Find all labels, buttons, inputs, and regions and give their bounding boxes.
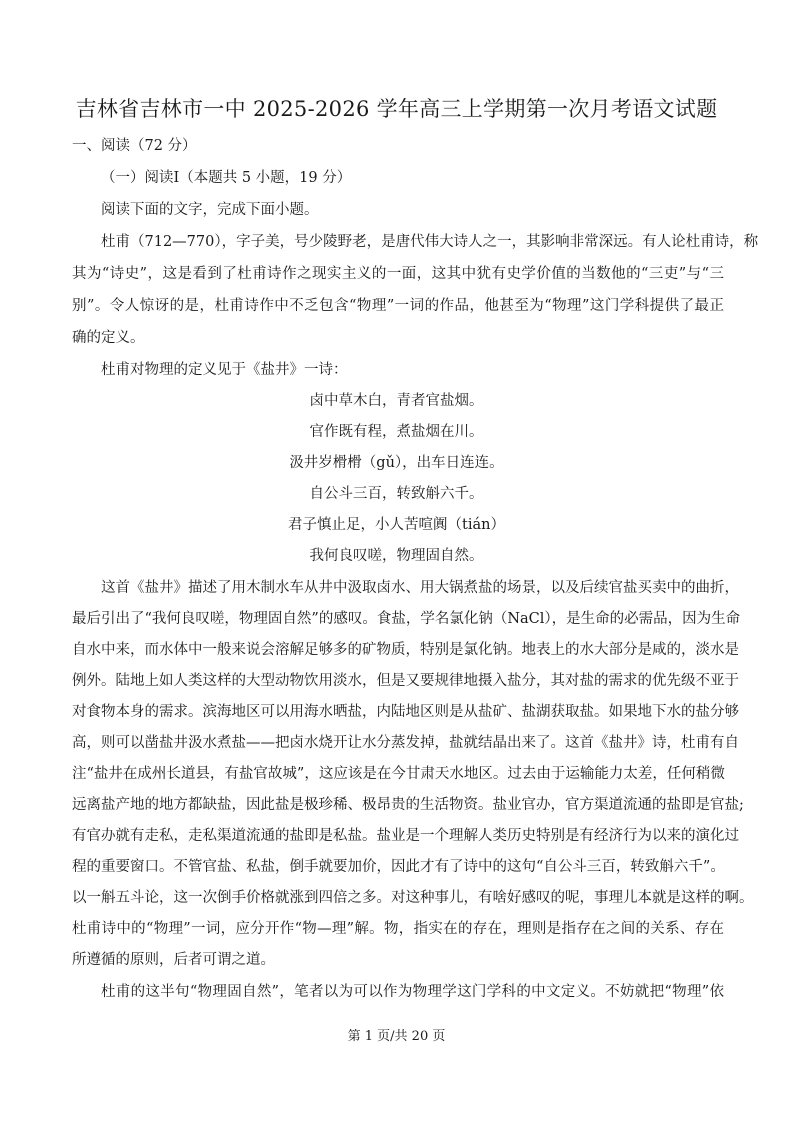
- poem-line: 汲井岁榾榾（gǔ），出车日连连。: [289, 455, 504, 471]
- instruction-text: 阅读下面的文字，完成下面小题。: [101, 202, 319, 218]
- paragraph-line: 对食物本身的需求。滨海地区可以用海水晒盐，内陆地区则是从盐矿、盐湖获取盐。如果地下水的盐分够: [72, 704, 739, 720]
- paragraph-line: 程的重要窗口。不管官盐、私盐，倒手就要加价，因此才有了诗中的这句“自公斗三百，转致斛六千”。: [72, 859, 725, 875]
- paragraph-line: 杜甫的这半句“物理固自然”，笔者以为可以作为物理学这门学科的中文定义。不妨就把“物理”依: [101, 984, 724, 1000]
- poem-line: 君子慎止足，小人苦喧阗（tián）: [288, 517, 505, 533]
- paragraph-line: 高，则可以凿盐井汲水煮盐——把卤水烧开让水分蒸发掉，盐就结晶出来了。这首《盐井》诗，杜甫有自: [72, 735, 739, 751]
- paragraph-line: 以一斛五斗论，这一次倒手价格就涨到四倍之多。对这种事儿，有啥好感叹的呢，事理儿本就是这样的啊。: [72, 890, 754, 906]
- page-number: 第 1 页/共 20 页: [347, 1029, 446, 1044]
- document-title: 吉林省吉林市一中 2025-2026 学年高三上学期第一次月考语文试题: [75, 97, 718, 121]
- paragraph-line: 杜甫对物理的定义见于《盐井》一诗：: [101, 362, 348, 378]
- paragraph-line: 杜甫诗中的“物理”一词，应分开作“物—理”解。物，指实在的存在，理则是指存在之间的关系、存在: [72, 921, 724, 937]
- paragraph-line: 最后引出了“我何良叹嗟，物理固自然”的感叹。食盐，学名氯化钠（NaCl），是生命的必需品，因为生命: [72, 611, 741, 627]
- paragraph-line: 别”。令人惊讶的是，杜甫诗作中不乏包含“物理”一词的作品，他甚至为“物理”这门学科提供了最正: [72, 298, 724, 314]
- paragraph-line: 杜甫（712—770），字子美，号少陵野老，是唐代伟大诗人之一，其影响非常深远。有人论杜甫诗，称: [101, 234, 759, 250]
- paragraph-line: 注“盐井在成州长道县，有盐官故城”，这应该是在今甘肃天水地区。过去由于运输能力太差，任何稍微: [72, 766, 725, 782]
- section-heading: 一、阅读（72 分）: [72, 138, 197, 154]
- paragraph-line: 远离盐产地的地方都缺盐，因此盐是极珍稀、极昂贵的生活物资。盐业官办，官方渠道流通的盐即是官盐;: [72, 797, 744, 813]
- paragraph-line: 确的定义。: [72, 330, 145, 346]
- poem-line: 自公斗三百，转致斛六千。: [309, 486, 484, 502]
- paragraph-line: 有官办就有走私，走私渠道流通的盐即是私盐。盐业是一个理解人类历史特别是有经济行为以来的演化过: [72, 828, 739, 844]
- paragraph-line: 例外。陆地上如人类这样的大型动物饮用淡水，但是又要规律地摄入盐分，其对盐的需求的优先级不亚于: [72, 673, 739, 689]
- paragraph-line: 所遵循的原则，后者可谓之道。: [72, 952, 275, 968]
- paragraph-line: 其为“诗史”，这是看到了杜甫诗作之现实主义的一面，这其中犹有史学价值的当数他的“三吏”与“三: [72, 266, 724, 282]
- poem-line: 官作既有程，煮盐烟在川。: [309, 424, 484, 440]
- subsection-heading: （一）阅读Ⅰ（本题共 5 小题，19 分）: [101, 170, 352, 186]
- poem-line: 我何良叹嗟，物理固自然。: [309, 548, 484, 564]
- paragraph-line: 这首《盐井》描述了用木制水车从井中汲取卤水、用大锅煮盐的场景，以及后续官盐买卖中的曲折，: [101, 580, 739, 596]
- poem-line: 卤中草木白，青者官盐烟。: [309, 393, 484, 409]
- paragraph-line: 自水中来，而水体中一般来说会溶解足够多的矿物质，特别是氯化钠。地表上的水大部分是咸的，淡水是: [72, 642, 739, 658]
